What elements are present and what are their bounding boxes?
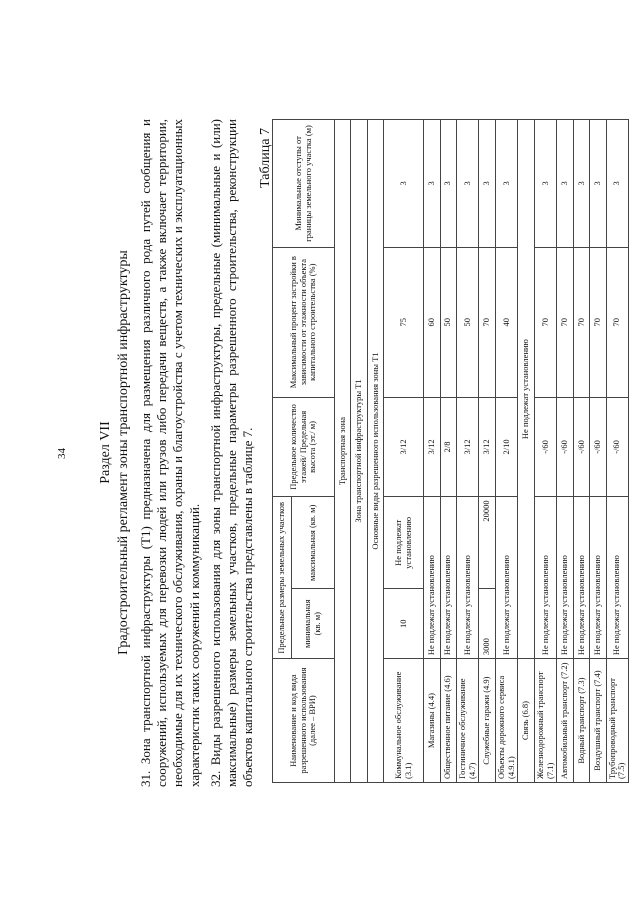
paragraph-31: 31. Зона транспортной инфраструктуры (Т1) предназначена для размещения различного рода путей сообщения и сооружений, используемых для перевозки людей или грузов либо передачи веществ, а также включает территории, необходимые для их технического обслуживания, охраны и благоустройства с учетом технических и эксплуатационных характеристик таких сооружений и коммуникаций. bbox=[138, 119, 202, 787]
table-row: Трубопроводный транспорт (7.5) Не подлежат установлению -/60 70 3 bbox=[606, 120, 629, 783]
table-row: Связь (6.8) Не подлежат установлению bbox=[518, 120, 534, 783]
paragraph-32: 32. Виды разрешенного использования для зоны транспортной инфраструктуры, предельные (минимальные и (или) максимальные) размеры земельных участков, предельные параметры разрешенного строительства, реконструкции объектов капитального строительства представлены в таблице 7. bbox=[208, 119, 256, 787]
page-number: 34 bbox=[56, 448, 68, 459]
zone-subtitle-row: Зона транспортной инфраструктуры Т1 bbox=[351, 120, 367, 783]
table-header-row bbox=[273, 120, 292, 783]
section-title: Раздел VII bbox=[98, 421, 113, 484]
table-row: Коммунальное обслуживание (3.1) 10 Не подлежат установлению 3/12 75 3 bbox=[384, 120, 424, 783]
basic-uses-row: Основные виды разрешенного использования зоны Т1 bbox=[367, 120, 383, 783]
section-subtitle: Градостроительный регламент зоны транспортной инфраструктуры bbox=[116, 250, 131, 655]
table-row: Автомобильный транспорт (7.2) Не подлежат установлению -/60 70 3 bbox=[557, 120, 573, 783]
table-row: Железнодорожный транспорт (7.1) Не подлежат установлению -/60 70 3 bbox=[534, 120, 557, 783]
header-percent: Максимальный процент застройки в зависимости от этажности объекта капитального строительства (%) bbox=[273, 247, 335, 397]
table-row: Служебные гаражи (4.9) 3000 20000 3/12 70 3 bbox=[479, 120, 495, 783]
table-row: Водный транспорт (7.3) Не подлежат установлению -/60 70 3 bbox=[573, 120, 589, 783]
header-indent: Минимальные отступы от границы земельного участка (м) bbox=[273, 120, 335, 248]
table-row: Общественное питание (4.6) Не подлежат установлению 2/8 50 3 bbox=[440, 120, 456, 783]
table-row: Воздушный транспорт (7.4) Не подлежат установлению -/60 70 3 bbox=[590, 120, 606, 783]
header-plot-size-group: Предельные размеры земельных участков bbox=[273, 497, 292, 659]
zone-title-row: Транспортная зона bbox=[335, 120, 351, 783]
table-row: Гостиничное обслуживание (4.7) Не подлежат установлению 3/12 50 3 bbox=[456, 120, 479, 783]
header-floors: Предельное количество этажей/ Предельная высота (эт./ м) bbox=[273, 397, 335, 497]
header-min: минимальная (кв. м) bbox=[292, 589, 335, 659]
table-label: Таблица 7 bbox=[258, 128, 273, 188]
table-row: Объекты дорожного сервиса (4.9.1) Не подлежат установлению 2/10 40 3 bbox=[495, 120, 518, 783]
regulation-table bbox=[272, 119, 629, 783]
header-vri-name: Наименование и код вида разрешенного использования (далее – ВРИ) bbox=[273, 659, 335, 783]
table-row: Магазины (4.4) Не подлежат установлению 3/12 60 3 bbox=[424, 120, 440, 783]
header-max: максимальная (кв. м) bbox=[292, 497, 335, 589]
